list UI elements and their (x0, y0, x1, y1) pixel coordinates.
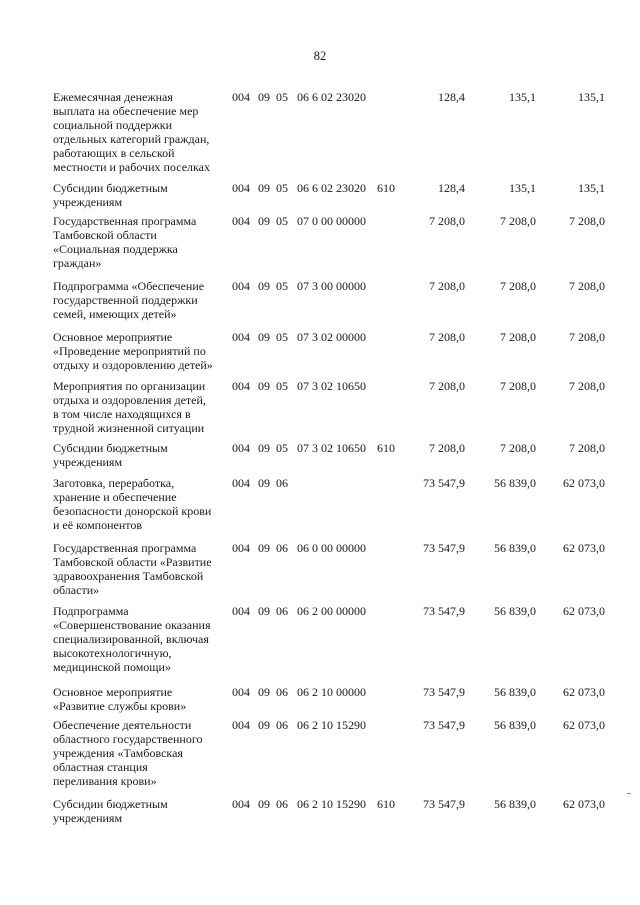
row-name: Ежемесячная денежная выплата на обеспечение мер социальной поддержки отдельных категорий граждан, работающих в сельской местности и рабочих поселках (53, 90, 210, 174)
row-name: Государственная программа Тамбовской области «Развитие здравоохранения Тамбовской области» (53, 541, 212, 597)
amount-year-2: 56 839,0 (494, 604, 536, 618)
subsection-code: 06 (276, 604, 288, 618)
page-number: 82 (313, 49, 327, 63)
target-article-code: 06 6 02 23020 (297, 181, 366, 195)
row-name: Мероприятия по организации отдыха и оздоровления детей, в том числе находящихся в трудной жизненной ситуации (53, 379, 206, 435)
section-code: 09 (258, 279, 270, 293)
target-article-code: 06 2 10 00000 (297, 685, 366, 699)
section-code: 09 (258, 541, 270, 555)
row-name: Подпрограмма «Обеспечение государственной поддержки семей, имеющих детей» (53, 279, 205, 321)
amount-year-1: 7 208,0 (429, 330, 465, 344)
ministry-code: 004 (232, 604, 250, 618)
ministry-code: 004 (232, 181, 250, 195)
ministry-code: 004 (232, 541, 250, 555)
amount-year-2: 56 839,0 (494, 476, 536, 490)
subsection-code: 05 (276, 330, 288, 344)
amount-year-2: 7 208,0 (500, 279, 536, 293)
amount-year-1: 73 547,9 (423, 541, 465, 555)
section-code: 09 (258, 90, 270, 104)
scan-edge-mark (627, 793, 631, 794)
subsection-code: 06 (276, 685, 288, 699)
section-code: 09 (258, 379, 270, 393)
section-code: 09 (258, 441, 270, 455)
subsection-code: 05 (276, 214, 288, 228)
section-code: 09 (258, 181, 270, 195)
subsection-code: 05 (276, 279, 288, 293)
ministry-code: 004 (232, 90, 250, 104)
target-article-code: 06 2 00 00000 (297, 604, 366, 618)
section-code: 09 (258, 797, 270, 811)
ministry-code: 004 (232, 214, 250, 228)
section-code: 09 (258, 476, 270, 490)
amount-year-2: 56 839,0 (494, 541, 536, 555)
amount-year-2: 7 208,0 (500, 330, 536, 344)
amount-year-2: 135,1 (509, 90, 536, 104)
amount-year-3: 62 073,0 (563, 476, 605, 490)
amount-year-1: 73 547,9 (423, 476, 465, 490)
target-article-code: 07 3 02 10650 (297, 441, 366, 455)
subsection-code: 06 (276, 797, 288, 811)
amount-year-1: 73 547,9 (423, 718, 465, 732)
amount-year-1: 7 208,0 (429, 379, 465, 393)
amount-year-3: 62 073,0 (563, 797, 605, 811)
target-article-code: 06 2 10 15290 (297, 718, 366, 732)
row-name: Заготовка, переработка, хранение и обеспечение безопасности донорской крови и её компонентов (53, 476, 212, 532)
amount-year-1: 73 547,9 (423, 797, 465, 811)
amount-year-3: 62 073,0 (563, 685, 605, 699)
amount-year-1: 128,4 (438, 90, 465, 104)
subsection-code: 05 (276, 441, 288, 455)
section-code: 09 (258, 685, 270, 699)
ministry-code: 004 (232, 279, 250, 293)
amount-year-2: 7 208,0 (500, 379, 536, 393)
ministry-code: 004 (232, 441, 250, 455)
row-name: Субсидии бюджетным учреждениям (53, 441, 168, 469)
ministry-code: 004 (232, 476, 250, 490)
row-name: Основное мероприятие «Развитие службы крови» (53, 685, 187, 713)
amount-year-1: 7 208,0 (429, 279, 465, 293)
row-name: Подпрограмма «Совершенствование оказания специализированной, включая высокотехнологичную, медицинской помощи» (53, 604, 211, 674)
subsection-code: 06 (276, 541, 288, 555)
subsection-code: 05 (276, 181, 288, 195)
row-name: Основное мероприятие «Проведение мероприятий по отдыху и оздоровлению детей» (53, 330, 213, 372)
amount-year-3: 135,1 (578, 90, 605, 104)
amount-year-1: 73 547,9 (423, 685, 465, 699)
amount-year-1: 73 547,9 (423, 604, 465, 618)
subsection-code: 06 (276, 476, 288, 490)
target-article-code: 07 3 02 10650 (297, 379, 366, 393)
row-name: Субсидии бюджетным учреждениям (53, 797, 168, 825)
ministry-code: 004 (232, 685, 250, 699)
amount-year-2: 135,1 (509, 181, 536, 195)
amount-year-3: 7 208,0 (569, 330, 605, 344)
row-name: Субсидии бюджетным учреждениям (53, 181, 168, 209)
amount-year-1: 7 208,0 (429, 441, 465, 455)
ministry-code: 004 (232, 797, 250, 811)
subsection-code: 05 (276, 90, 288, 104)
expense-type-code: 610 (377, 441, 395, 455)
ministry-code: 004 (232, 330, 250, 344)
row-name: Обеспечение деятельности областного государственного учреждения «Тамбовская областная станция переливания крови» (53, 718, 203, 788)
target-article-code: 06 6 02 23020 (297, 90, 366, 104)
section-code: 09 (258, 604, 270, 618)
amount-year-1: 128,4 (438, 181, 465, 195)
amount-year-3: 62 073,0 (563, 604, 605, 618)
section-code: 09 (258, 214, 270, 228)
section-code: 09 (258, 718, 270, 732)
amount-year-2: 56 839,0 (494, 718, 536, 732)
row-name: Государственная программа Тамбовской области «Социальная поддержка граждан» (53, 214, 197, 270)
amount-year-3: 135,1 (578, 181, 605, 195)
target-article-code: 06 0 00 00000 (297, 541, 366, 555)
section-code: 09 (258, 330, 270, 344)
amount-year-2: 56 839,0 (494, 797, 536, 811)
subsection-code: 06 (276, 718, 288, 732)
target-article-code: 07 3 00 00000 (297, 279, 366, 293)
subsection-code: 05 (276, 379, 288, 393)
ministry-code: 004 (232, 718, 250, 732)
amount-year-3: 7 208,0 (569, 441, 605, 455)
amount-year-2: 56 839,0 (494, 685, 536, 699)
amount-year-3: 62 073,0 (563, 541, 605, 555)
amount-year-2: 7 208,0 (500, 214, 536, 228)
amount-year-3: 7 208,0 (569, 279, 605, 293)
expense-type-code: 610 (377, 181, 395, 195)
target-article-code: 07 0 00 00000 (297, 214, 366, 228)
target-article-code: 07 3 02 00000 (297, 330, 366, 344)
amount-year-2: 7 208,0 (500, 441, 536, 455)
amount-year-3: 7 208,0 (569, 214, 605, 228)
amount-year-3: 62 073,0 (563, 718, 605, 732)
expense-type-code: 610 (377, 797, 395, 811)
amount-year-1: 7 208,0 (429, 214, 465, 228)
amount-year-3: 7 208,0 (569, 379, 605, 393)
ministry-code: 004 (232, 379, 250, 393)
target-article-code: 06 2 10 15290 (297, 797, 366, 811)
